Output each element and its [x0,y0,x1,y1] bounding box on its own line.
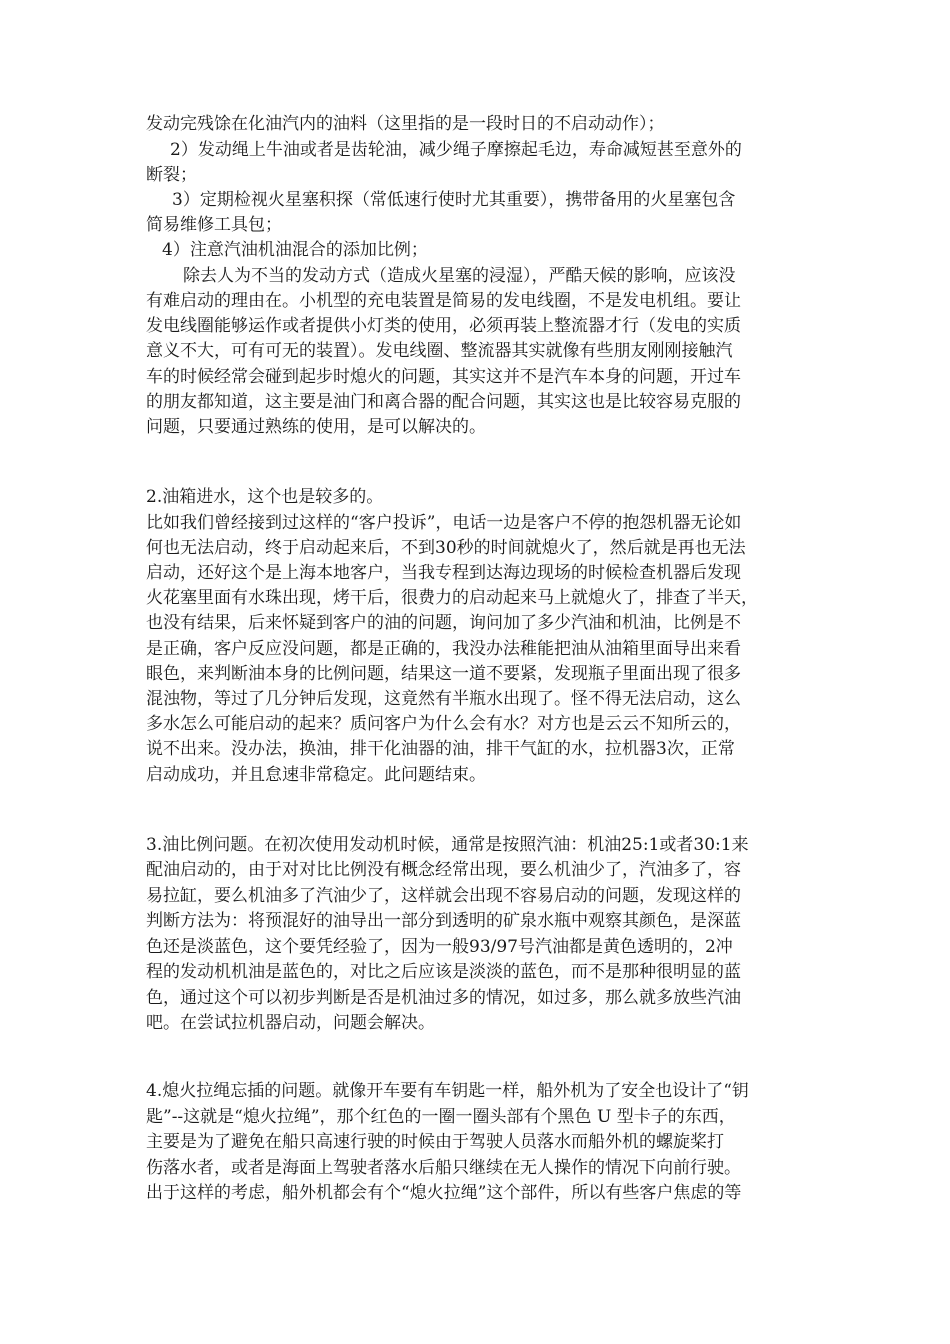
text-line: 配油启动的，由于对对比比例没有概念经常出现，要么机油少了，汽油多了，容 [146,860,741,880]
text-line: 色还是淡蓝色，这个要凭经验了，因为一般93/97号汽油都是黄色透明的，2冲 [146,937,733,957]
list-item-4: 4）注意汽油机油混合的添加比例； [162,240,428,260]
text-line: 有难启动的理由在。小机型的充电装置是简易的发电线圈，不是发电机组。要让 [146,291,741,311]
list-item-3: 3）定期检视火星塞积探（常低速行使时尤其重要），携带备用的火星塞包含 [172,190,736,210]
text-line: 简易维修工具包； [146,215,282,235]
text-line: 的朋友都知道，这主要是油门和离合器的配合问题，其实这也是比较容易克服的 [146,392,741,412]
section-heading: 2.油箱进水，这个也是较多的。 [146,487,384,507]
text-line: 火花塞里面有水珠出现，烤干后，很费力的启动起来马上就熄火了，排查了半天， [146,588,758,608]
paragraph-start: 除去人为不当的发动方式（造成火星塞的浸湿），严酷天候的影响，应该没 [183,266,736,286]
list-item-2: 2）发动绳上牛油或者是齿轮油，减少绳子摩擦起毛边，寿命减短甚至意外的 [170,140,742,160]
text-line: 问题，只要通过熟练的使用，是可以解决的。 [146,417,486,437]
text-line: 主要是为了避免在船只高速行驶的时候由于驾驶人员落水而船外机的螺旋桨打 [146,1132,724,1152]
text-line: 匙”--这就是“熄火拉绳”，那个红色的一圈一圈头部有个黑色 U 型卡子的东西， [146,1107,736,1127]
text-line: 车的时候经常会碰到起步时熄火的问题，其实这并不是汽车本身的问题，开过车 [146,367,741,387]
text-line: 何也无法启动，终于启动起来后，不到30秒的时间就熄火了，然后就是再也无法 [146,538,746,558]
text-line: 混浊物，等过了几分钟后发现，这竟然有半瓶水出现了。怪不得无法启动，这么 [146,689,741,709]
text-line: 伤落水者，或者是海面上驾驶者落水后船只继续在无人操作的情况下向前行驶。 [146,1158,741,1178]
text-line: 易拉缸，要么机油多了汽油少了，这样就会出现不容易启动的问题，发现这样的 [146,886,741,906]
text-line: 程的发动机机油是蓝色的，对比之后应该是淡淡的蓝色，而不是那种很明显的蓝 [146,962,741,982]
text-line: 出于这样的考虑，船外机都会有个“熄火拉绳”这个部件，所以有些客户焦虑的等 [146,1183,742,1203]
text-line: 发动完残馀在化油汽内的油料（这里指的是一段时日的不启动动作）； [146,114,665,134]
text-line: 多水怎么可能启动的起来？质问客户为什么会有水？对方也是云云不知所云的， [146,714,741,734]
section-heading: 4.熄火拉绳忘插的问题。就像开车要有车钥匙一样，船外机为了安全也设计了“钥 [146,1081,749,1101]
text-line: 比如我们曾经接到过这样的“客户投诉”，电话一边是客户不停的抱怨机器无论如 [146,513,742,533]
text-line: 断裂； [146,165,197,185]
text-line: 色，通过这个可以初步判断是否是机油过多的情况，如过多，那么就多放些汽油 [146,988,741,1008]
text-line: 发电线圈能够运作或者提供小灯类的使用，必须再装上整流器才行（发电的实质 [146,316,741,336]
text-line: 启动，还好这个是上海本地客户，当我专程到达海边现场的时候检查机器后发现 [146,563,741,583]
text-line: 判断方法为：将预混好的油导出一部分到透明的矿泉水瓶中观察其颜色，是深蓝 [146,911,741,931]
text-line: 意义不大，可有可无的装置）。发电线圈、整流器其实就像有些朋友刚刚接触汽 [146,341,733,361]
text-line: 也没有结果，后来怀疑到客户的油的问题，询问加了多少汽油和机油，比例是不 [146,613,741,633]
text-line: 说不出来。没办法，换油，排干化油器的油，排干气缸的水，拉机器3次，正常 [146,739,735,759]
text-line: 启动成功，并且怠速非常稳定。此问题结束。 [146,765,486,785]
section-heading: 3.油比例问题。在初次使用发动机时候，通常是按照汽油：机油25:1或者30:1来 [146,835,749,855]
text-line: 是正确，客户反应没问题，都是正确的，我没办法稚能把油从油箱里面导出来看 [146,639,741,659]
text-line: 眼色，来判断油本身的比例问题，结果这一道不要紧，发现瓶子里面出现了很多 [146,664,741,684]
text-line: 吧。在尝试拉机器启动，问题会解决。 [146,1013,435,1033]
